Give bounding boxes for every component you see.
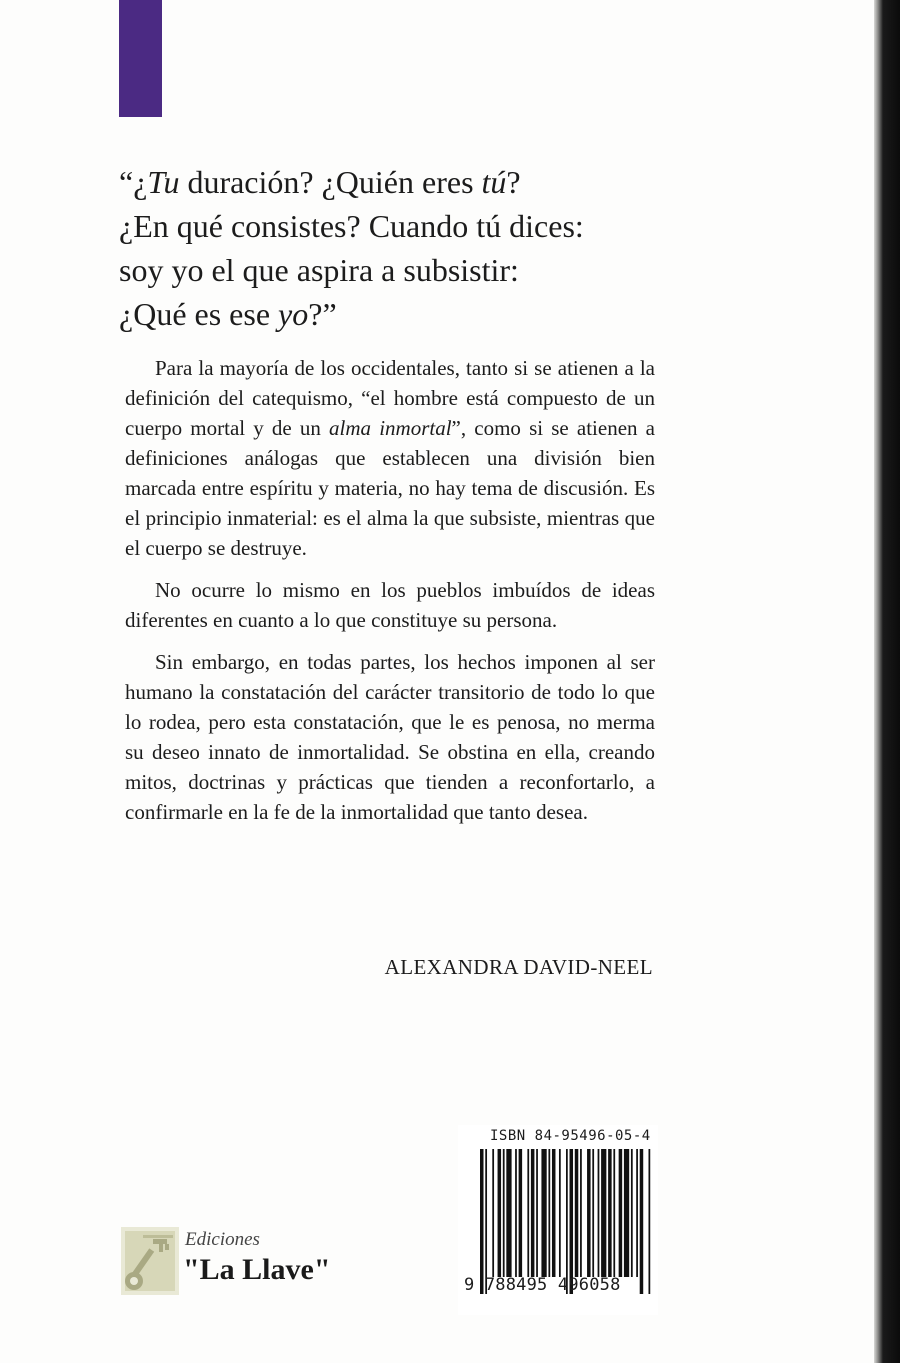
barcode-bar [492,1149,494,1277]
publisher-label: Ediciones [185,1229,260,1250]
barcode [480,1149,652,1294]
barcode-bar [608,1149,612,1277]
barcode-bar [503,1149,505,1277]
quote-line-1 [119,160,679,204]
publisher-logo [119,1225,379,1305]
barcode-bar [592,1149,594,1277]
barcode-bar [575,1149,579,1277]
barcode-bar [552,1149,556,1277]
barcode-bar [570,1149,574,1294]
barcode-bar [648,1149,650,1294]
publisher-name: "La Llave" [183,1253,331,1286]
barcode-digits: 9 788495 496058 [464,1275,621,1295]
paragraph-1-start: Para la mayoría de los occidentales, tanto si se atienen a la definición del catequismo, “el hombre está compuesto de un cuerpo mortal y de un [125,356,655,440]
accent-band [119,0,162,117]
paragraph-3: Sin embargo, en todas partes, los hechos imponen al ser humano la constatación del carácter transitorio de todo lo que lo rodea, pero esta constatación, que le es penosa, no merma su deseo innato de inmortalidad. Se obstina en ella, creando mitos, doctrinas y prácticas que tienden a reconfortarlo, a confirmarle en la fe de la inmortalidad que tanto desea. [125,650,655,824]
author-name: ALEXANDRA DAVID-NEEL [384,955,653,979]
blurb-text [125,353,655,839]
barcode-bar [498,1149,502,1277]
quote-line-4 [119,292,679,336]
quote-close-mark: ?” [308,296,337,332]
barcode-bar [640,1149,644,1294]
quote-line-2: ¿En qué consistes? Cuando tú dices: [119,208,584,244]
barcode-bar [598,1149,600,1277]
barcode-bar [515,1149,517,1277]
barcode-bar [519,1149,523,1277]
barcode-bar [485,1149,487,1294]
quote-end-1: ? [506,164,521,200]
barcode-bar [631,1149,633,1277]
epigraph-quote [119,160,679,336]
quote-line-4-start: ¿Qué es ese [119,296,279,332]
barcode-bar [527,1149,529,1277]
isbn-number: ISBN 84-95496-05-4 [490,1128,651,1144]
barcode-bar [531,1149,535,1277]
paragraph-1-emphasis: alma inmortal [329,416,452,440]
barcode-bar [536,1149,538,1277]
barcode-bar [541,1149,546,1277]
barcode-bar [619,1149,623,1277]
quote-em-yo: yo [278,296,309,332]
key-icon [119,1225,181,1297]
barcode-bar [566,1149,568,1294]
barcode-bar [624,1149,629,1277]
quote-open-mark: “¿ [119,164,148,200]
quote-line-3: soy yo el que aspira a subsistir: [119,252,519,288]
barcode-bar [548,1149,550,1277]
barcode-bar [587,1149,591,1277]
isbn-block [458,1125,658,1315]
barcode-bar [506,1149,511,1277]
quote-em-tu2: tú [481,164,507,200]
barcode-bar [636,1149,638,1277]
book-spine-edge [874,0,900,1363]
paragraph-1 [125,353,655,563]
barcode-bar [601,1149,606,1277]
paragraph-1-end: ”, como si se atienen a definiciones análogas que establecen una división bien marcada entre espíritu y materia, no hay tema de discusión. Es el principio inmaterial: es el alma la que subsiste, mientras que el cuerpo se destruye. [125,416,655,560]
barcode-bar [480,1149,484,1294]
quote-em-tu: Tu [147,164,180,200]
paragraph-2: No ocurre lo mismo en los pueblos imbuídos de ideas diferentes en cuanto a lo que constituye su persona. [125,578,655,632]
barcode-bar [559,1149,561,1277]
barcode-bar [580,1149,582,1277]
quote-mid-text: duración? ¿Quién eres [179,164,482,200]
barcode-bar [613,1149,615,1277]
